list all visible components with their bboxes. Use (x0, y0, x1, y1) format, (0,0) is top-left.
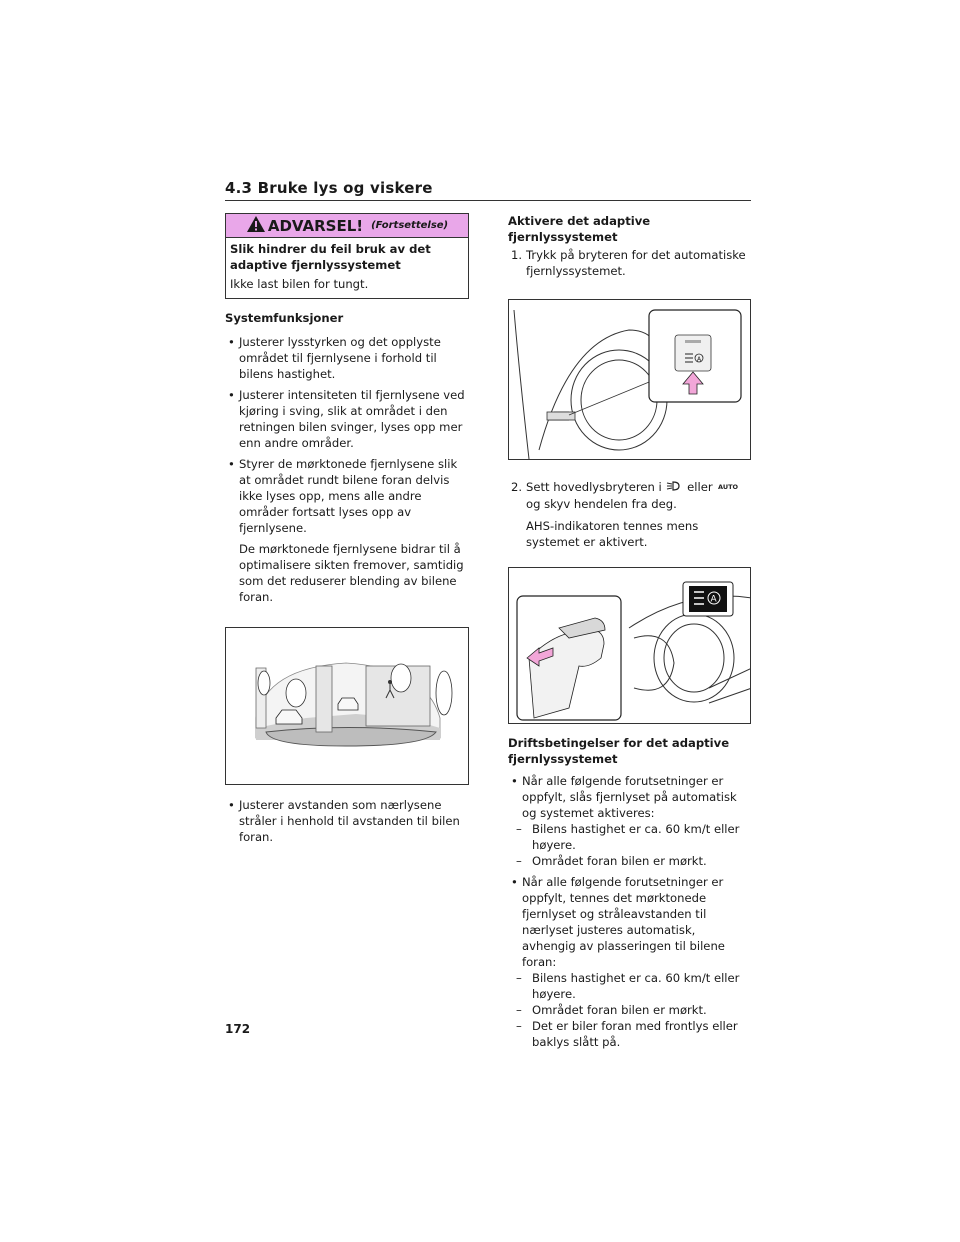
sub-list-item: – Bilens hastighet er ca. 60 km/t eller høyere. (516, 821, 740, 852)
list-item: • Styrer de mørktonede fjernlysene slik at området rundt bilene foran delvis ikke lyses opp, mens alle andre områder fortsatt lyses opp av fjernlysene. (228, 457, 458, 535)
illustration-lever (508, 567, 751, 724)
warning-continued: (Fortsettelse) (371, 220, 449, 231)
list-item: • Når alle følgende forutsetninger er oppfylt, tennes det mørktonede fjernlyset og stråleavstanden til nærlyset justeres automatisk, avhengig av plasseringen til bilene foran: (511, 874, 725, 969)
headlight-icon (665, 480, 683, 496)
svg-text:A: A (697, 356, 702, 363)
bullet-note: De mørktonede fjernlysene bidrar til å optimalisere sikten fremover, samtidig som det reduserer blending av bilene foran. (239, 542, 464, 604)
sub-list-item: – Området foran bilen er mørkt. (516, 853, 707, 868)
list-item: • Når alle følgende forutsetninger er oppfylt, slås fjernlyset på automatisk og systemet aktiveres: (511, 773, 737, 820)
step-2-note: AHS-indikatoren tennes mens systemet er aktivert. (526, 518, 699, 549)
sub-list-item: – Området foran bilen er mørkt. (516, 1002, 707, 1017)
page-number: 172 (225, 1022, 251, 1036)
section-title: 4.3 Bruke lys og viskere (225, 179, 433, 197)
illustration-road-scene (225, 627, 469, 785)
warning-text: Ikke last bilen for tungt. (230, 277, 369, 291)
list-item: • Justerer lysstyrken og det opplyste området til fjernlysene i forhold til bilens hastighet. (228, 335, 441, 381)
heading-system-functions: Systemfunksjoner (225, 311, 344, 325)
right-column (508, 213, 751, 1050)
warning-subtitle: Slik hindrer du feil bruk av det adaptive fjernlyssystemet (230, 242, 431, 272)
sub-list-item: – Det er biler foran med frontlys eller baklys slått på. (516, 1018, 738, 1049)
left-column (225, 213, 469, 845)
warning-header (226, 214, 468, 238)
warning-triangle-icon (246, 215, 266, 237)
auto-icon (716, 480, 738, 496)
illustration-switch (508, 299, 751, 460)
heading-conditions: Driftsbetingelser for det adaptive fjernlyssystemet (508, 735, 730, 766)
list-item: • Justerer intensiteten til fjernlysene ved kjøring i sving, slik at området i den retningen bilen svinger, lyses opp mer enn andre områder. (228, 388, 465, 450)
svg-text:A: A (710, 594, 717, 604)
sub-list-item: – Bilens hastighet er ca. 60 km/t eller høyere. (516, 970, 740, 1001)
svg-text:AUTO: AUTO (718, 482, 739, 491)
heading-activate: Aktivere det adaptive fjernlyssystemet (508, 214, 651, 244)
list-item: • Justerer avstanden som nærlysene stråler i henhold til avstanden til bilen foran. (228, 798, 460, 844)
warning-title: ADVARSEL! (267, 216, 364, 235)
section-rule (225, 200, 751, 201)
warning-box (225, 213, 469, 299)
step-2: 2. Sett hovedlysbryteren i eller AUTO og skyv hendelen fra deg. (511, 480, 739, 511)
step-1: 1. Trykk på bryteren for det automatiske fjernlyssystemet. (511, 248, 746, 278)
